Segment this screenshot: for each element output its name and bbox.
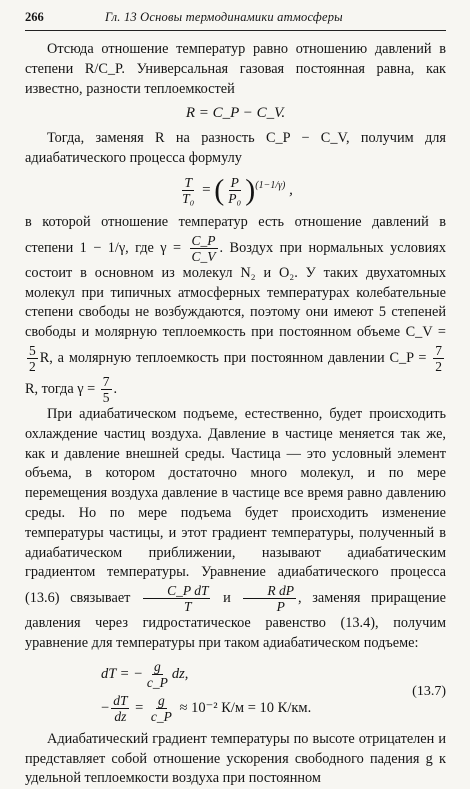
- fraction-t-ratio: $\frac{T}{\text{T₀}}$: [182, 174, 195, 206]
- paragraph-4: При адиабатическом подъеме, естественно, будет происходить охлаждение частиц воздуха. Давление в частице меняется так же, как и давление внешней среды. Частица — это условный элемент объема, в котором достаточно много молекул, и по мере перемещения воздуха давление в частице все время равно давлению среды. Но по мере подъема будет происходить изменение температуры частицы, и этот градиент температуры, полученный в адиабатическом приближении, называют адиабатическим градиентом температуры. Уравнение адиабатического процесса (13.6) связывает $\frac{\text{C\_P dT}}{T}$ и $\frac{\text{R dP}}{P}$ , заменяя приращение давления через гидростатическое равенство (13.4), получим уравнение для температуры при таком адиабатическом подъеме:: [25, 405, 446, 651]
- fraction-seven-halves: $\frac{7}{2}$: [435, 342, 442, 374]
- equation-line-1: dT = − $\frac{g}{c\_P}$ dz,: [101, 659, 189, 691]
- fraction-cp-dt: $\frac{\text{C\_P dT}}{T}$: [143, 583, 210, 614]
- equation-13-7: [25, 658, 446, 726]
- exponent: (1−1/γ): [255, 179, 286, 191]
- formula-gas-constant: R = C_P − C_V.: [185, 105, 286, 122]
- page-header: [25, 10, 446, 28]
- paragraph-3: в которой отношение температур есть отношение давлений в степени 1 − 1/γ, где γ = $\frac{C\_P}{C\_V}$ . Воздух при нормальных условиях состоит в основном из молекул N₂ и O₂. У таких двухатомных молекул при типичных атмосферных температурах колебательные степени свободы не возбуждаются, поэтому они имеют 5 степеней свободы и молярную теплоемкость при постоянном объеме C_V = $\frac{5}{2}$ R, а молярную теплоемкость при постоянном давлении C_P = $\frac{7}{2}$ R, тогда γ = $\frac{7}{5}$ .: [25, 213, 446, 405]
- fraction-r-dp: $\frac{\text{R dP}}{P}$: [243, 583, 296, 614]
- header-rule: [25, 30, 446, 31]
- fraction-p-ratio: $\frac{P}{\text{P₀}}$: [228, 174, 242, 206]
- running-title: Гл. 13 Основы термодинамики атмосферы: [105, 10, 343, 24]
- fraction-seven-fifths: $\frac{7}{5}$: [102, 373, 110, 405]
- equation-number: (13.7): [412, 683, 446, 699]
- paragraph-2: Тогда, заменяя R на разность C_P − C_V, получим для адиабатического процесса формулу: [25, 130, 446, 167]
- fraction-gamma: $\frac{C\_P}{C\_V}$: [191, 232, 216, 264]
- fraction-five-halves: $\frac{5}{2}$: [29, 342, 36, 374]
- equation-line-2: − $\frac{dT}{dz}$ = $\frac{g}{c\_P}$ ≈ 10⁻² К/м = 10 К/км.: [101, 693, 312, 725]
- page-number: 266: [25, 10, 44, 24]
- paragraph-5: Адиабатический градиент температуры по высоте отрицателен и представляет собой отношение ускорения свободного падения g к удельной теплоемкости воздуха при постоянном: [25, 730, 446, 787]
- paragraph-1: Отсюда отношение температур равно отношению давлений в степени R/C_P. Универсальная газовая постоянная равна, как известно, разности теплоемкостей: [25, 41, 446, 97]
- formula-adiabatic: $\frac{T}{\text{T₀}}$ = ( $\frac{P}{\text{P₀}}$ )$^{(1-1/\gamma)}$ ,: [182, 173, 293, 207]
